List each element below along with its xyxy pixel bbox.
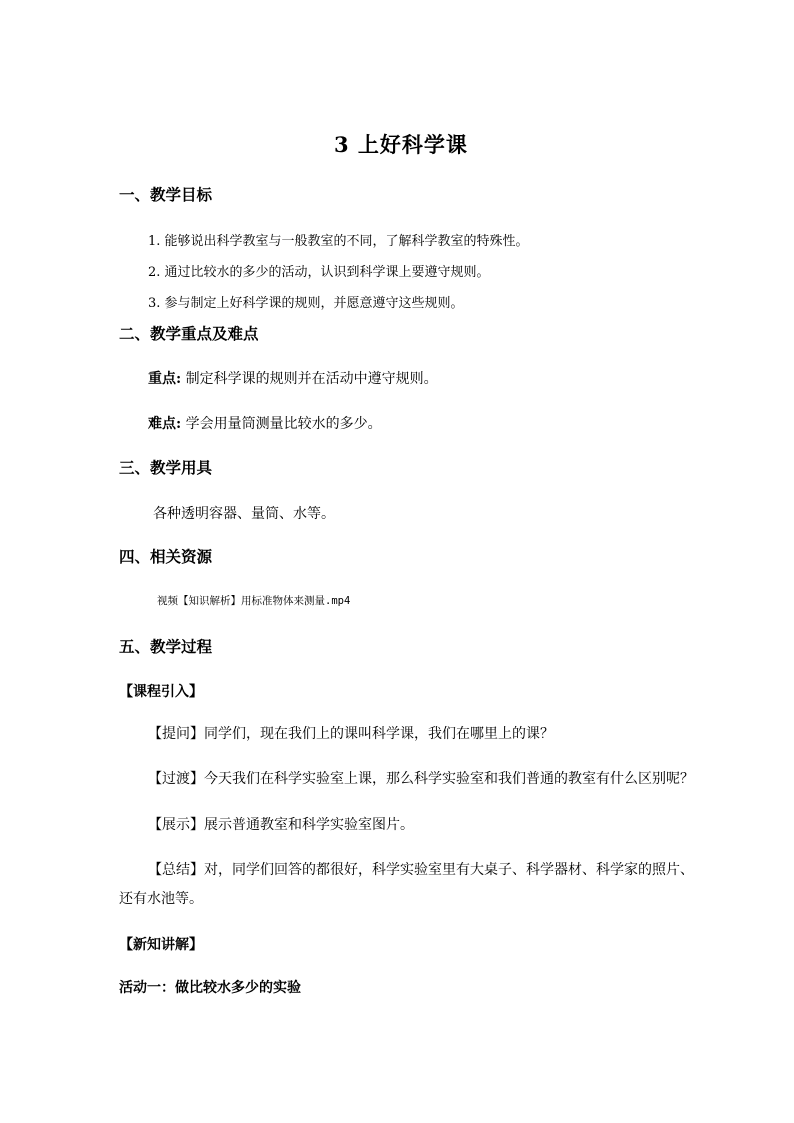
goal-item-3: 3. 参与制定上好科学课的规则，并愿意遵守这些规则。 — [148, 296, 464, 311]
para-display: 【展示】展示普通教室和科学实验室图片。 — [148, 817, 414, 833]
section-heading-resources: 四、相关资源 — [119, 547, 213, 566]
difficulty-label: 难点: — [148, 416, 182, 432]
activity-one-title: 活动一：做比较水多少的实验 — [119, 980, 301, 996]
difficulty-text: 学会用量筒测量比较水的多少。 — [181, 416, 382, 432]
section-heading-tools: 三、教学用具 — [119, 458, 213, 477]
goal-item-2: 2. 通过比较水的多少的活动，认识到科学课上要遵守规则。 — [148, 265, 490, 280]
key-point-line — [148, 368, 438, 388]
key-point-label: 重点: — [148, 371, 182, 387]
subheading-new-knowledge: 【新知讲解】 — [119, 937, 203, 953]
tools-text: 各种透明容器、量筒、水等。 — [153, 506, 335, 522]
resource-link[interactable]: 视频【知识解析】用标准物体来测量.mp4 — [157, 595, 351, 607]
goal-item-1: 1. 能够说出科学教室与一般教室的不同，了解科学教室的特殊性。 — [148, 234, 529, 249]
section-heading-process: 五、教学过程 — [119, 637, 213, 656]
page-title: 3 上好科学课 — [334, 132, 468, 157]
section-heading-key-points: 二、教学重点及难点 — [119, 324, 259, 343]
para-summary-line-2: 还有水池等。 — [119, 891, 203, 907]
para-summary-line-1: 【总结】对，同学们回答的都很好，科学实验室里有大桌子、科学器材、科学家的照片、 — [148, 862, 694, 878]
para-transition: 【过渡】今天我们在科学实验室上课，那么科学实验室和我们普通的教室有什么区别呢？ — [148, 771, 694, 787]
difficulty-line — [148, 413, 382, 433]
key-point-text: 制定科学课的规则并在活动中遵守规则。 — [181, 371, 438, 387]
subheading-intro: 【课程引入】 — [119, 684, 203, 700]
para-question: 【提问】同学们，现在我们上的课叫科学课，我们在哪里上的课？ — [148, 726, 554, 742]
section-heading-goals: 一、教学目标 — [119, 185, 213, 204]
